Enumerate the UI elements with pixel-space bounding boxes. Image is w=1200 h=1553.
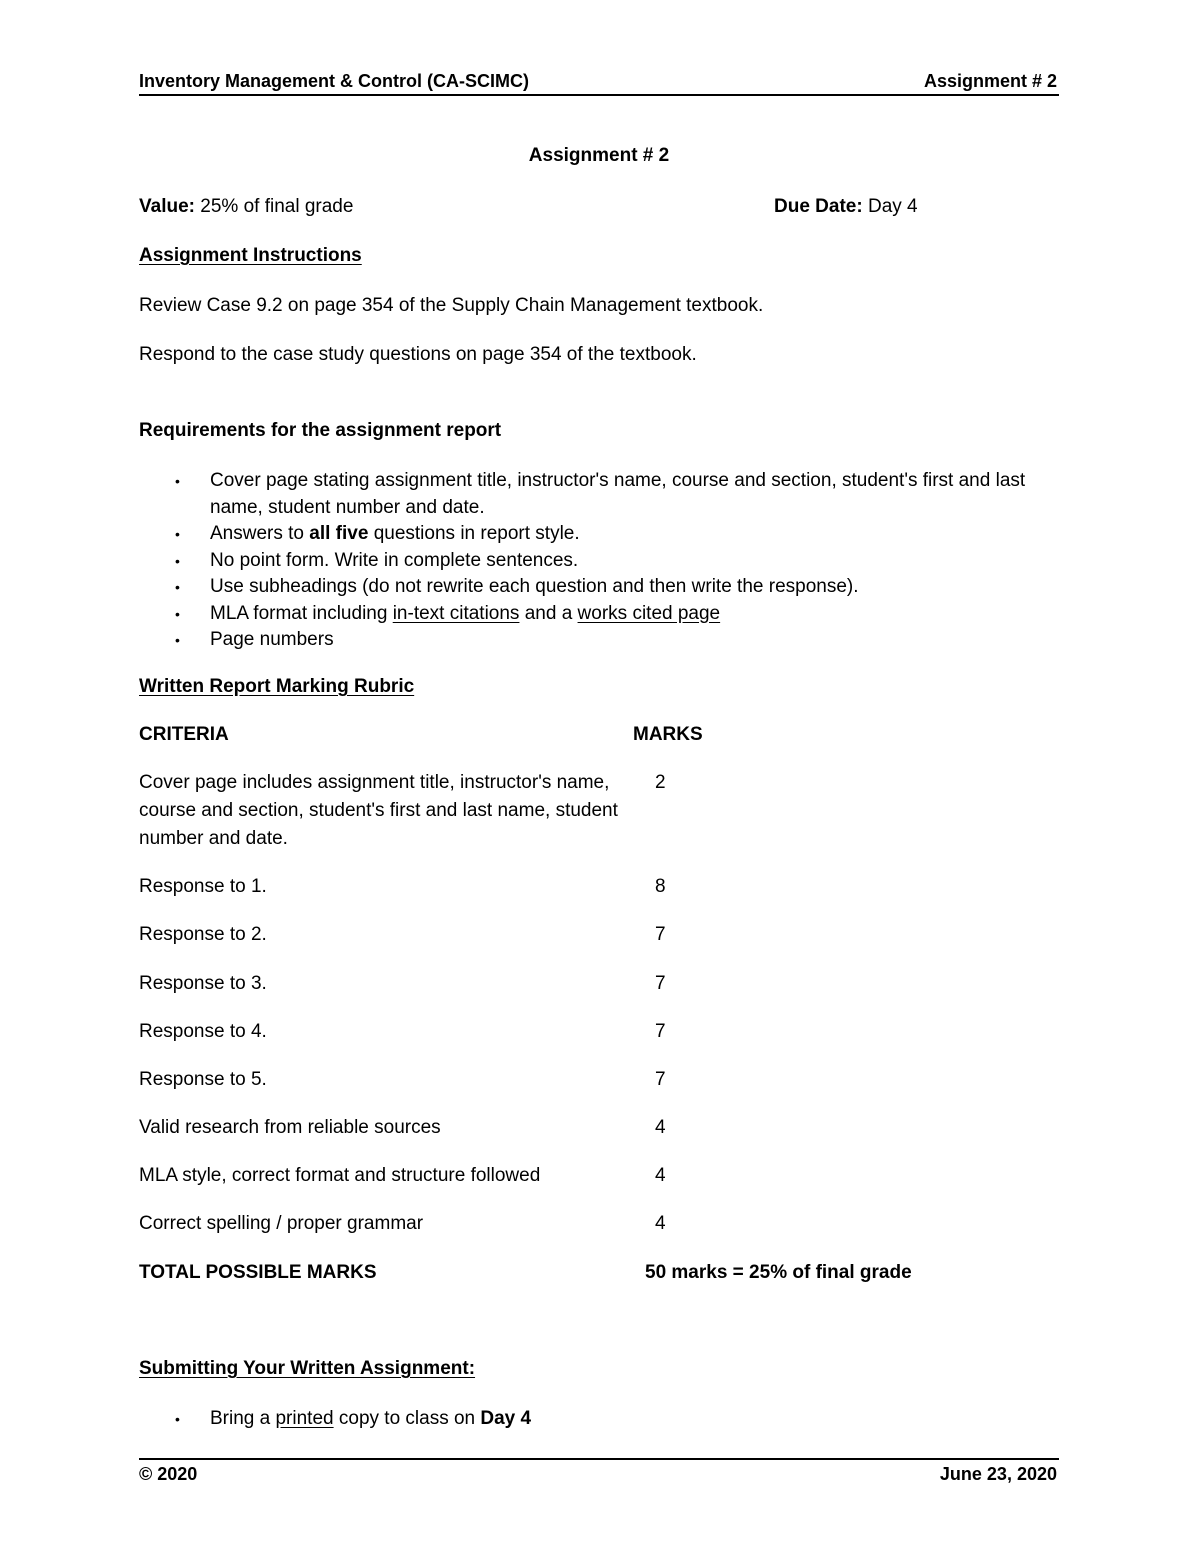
submit-mid: copy to class on <box>333 1408 481 1429</box>
header-course: Inventory Management & Control (CA-SCIMC) <box>139 71 530 91</box>
rubric-total-label: TOTAL POSSIBLE MARKS <box>139 1262 377 1283</box>
rubric-marks-cell: 2 <box>655 772 666 793</box>
page-footer <box>139 1458 1059 1490</box>
bullet-icon: • <box>175 632 180 648</box>
bullet-icon: • <box>175 605 180 622</box>
rubric-marks-cell: 7 <box>655 1069 666 1090</box>
due-date-label: Due Date: <box>774 196 863 217</box>
submitting-list <box>139 1406 1069 1433</box>
footer-copyright: © 2020 <box>139 1464 198 1484</box>
rubric-criteria-cell: Response to 4. <box>139 1021 267 1042</box>
list-item <box>139 627 1069 654</box>
list-item <box>139 521 1069 548</box>
instructions-paragraph-1: Review Case 9.2 on page 354 of the Supply Chain Management textbook. <box>139 295 764 316</box>
rubric-criteria-cell: Correct spelling / proper grammar <box>139 1213 424 1234</box>
in-text-citations-link: in-text citations <box>392 602 520 624</box>
requirement-subheadings: Use subheadings (do not rewrite each question and then write the response). <box>210 576 859 597</box>
rubric-criteria-cell: Response to 5. <box>139 1069 267 1090</box>
list-item <box>139 468 1069 521</box>
rubric-criteria-cell: Response to 3. <box>139 973 267 994</box>
due-date-text: Day 4 <box>862 196 918 217</box>
list-item <box>139 601 1069 628</box>
bullet-icon: • <box>175 579 180 595</box>
instructions-heading: Assignment Instructions <box>139 245 362 266</box>
requirement-answers-bold: all five <box>309 523 369 544</box>
rubric-criteria-cell: Response to 2. <box>139 924 267 945</box>
rubric-total-value: 50 marks = 25% of final grade <box>645 1262 912 1283</box>
requirement-no-point-form: No point form. Write in complete sentences. <box>210 549 579 571</box>
submit-day: Day 4 <box>480 1408 532 1429</box>
bullet-icon: • <box>175 1411 180 1427</box>
rubric-criteria-cell: Cover page includes assignment title, instructor's name, course and section, student's first and last name, student number and date. <box>139 772 618 849</box>
rubric-marks-cell: 8 <box>655 876 666 897</box>
bullet-icon: • <box>175 526 180 542</box>
value-label: Value: <box>139 196 195 217</box>
requirements-heading: Requirements for the assignment report <box>139 420 502 441</box>
works-cited-page-link: works cited page <box>577 602 721 624</box>
instructions-paragraph-2: Respond to the case study questions on page 354 of the textbook. <box>139 344 697 365</box>
rubric-marks-cell: 4 <box>655 1117 666 1138</box>
requirement-answers-post: questions in report style. <box>368 523 580 544</box>
submit-pre: Bring a <box>210 1408 276 1429</box>
rubric-marks-cell: 7 <box>655 1021 666 1042</box>
value-line <box>139 196 353 218</box>
header-assignment: Assignment # 2 <box>923 71 1057 91</box>
rubric-criteria-cell: MLA style, correct format and structure followed <box>139 1165 541 1186</box>
requirement-mla-mid: and a <box>519 602 578 624</box>
rubric-column-criteria: CRITERIA <box>139 724 229 745</box>
submit-printed: printed <box>275 1408 334 1429</box>
bullet-icon: • <box>175 552 180 569</box>
page-header <box>139 70 1059 96</box>
list-item <box>139 574 1069 601</box>
list-item <box>139 548 1069 575</box>
footer-date: June 23, 2020 <box>939 1464 1057 1484</box>
submitting-heading: Submitting Your Written Assignment: <box>139 1358 476 1379</box>
rubric-marks-cell: 4 <box>655 1165 666 1186</box>
rubric-marks-cell: 7 <box>655 924 666 945</box>
requirement-page-numbers: Page numbers <box>210 629 334 650</box>
due-date-line <box>774 196 918 218</box>
rubric-column-marks: MARKS <box>633 724 703 745</box>
requirements-list <box>139 468 1069 654</box>
rubric-marks-cell: 4 <box>655 1213 666 1234</box>
requirement-cover-page: Cover page stating assignment title, instructor's name, course and section, student's first and last name, student number and date. <box>210 470 1026 518</box>
value-text: 25% of final grade <box>194 196 354 217</box>
requirement-answers-pre: Answers to <box>210 523 310 544</box>
rubric-heading: Written Report Marking Rubric <box>139 676 415 697</box>
rubric-criteria-cell: Response to 1. <box>139 876 267 897</box>
requirement-mla-pre: MLA format including <box>210 602 393 624</box>
list-item <box>139 1406 1069 1433</box>
bullet-icon: • <box>175 473 180 489</box>
document-title: Assignment # 2 <box>528 145 670 166</box>
rubric-marks-cell: 7 <box>655 973 666 994</box>
rubric-criteria-cell: Valid research from reliable sources <box>139 1117 441 1138</box>
